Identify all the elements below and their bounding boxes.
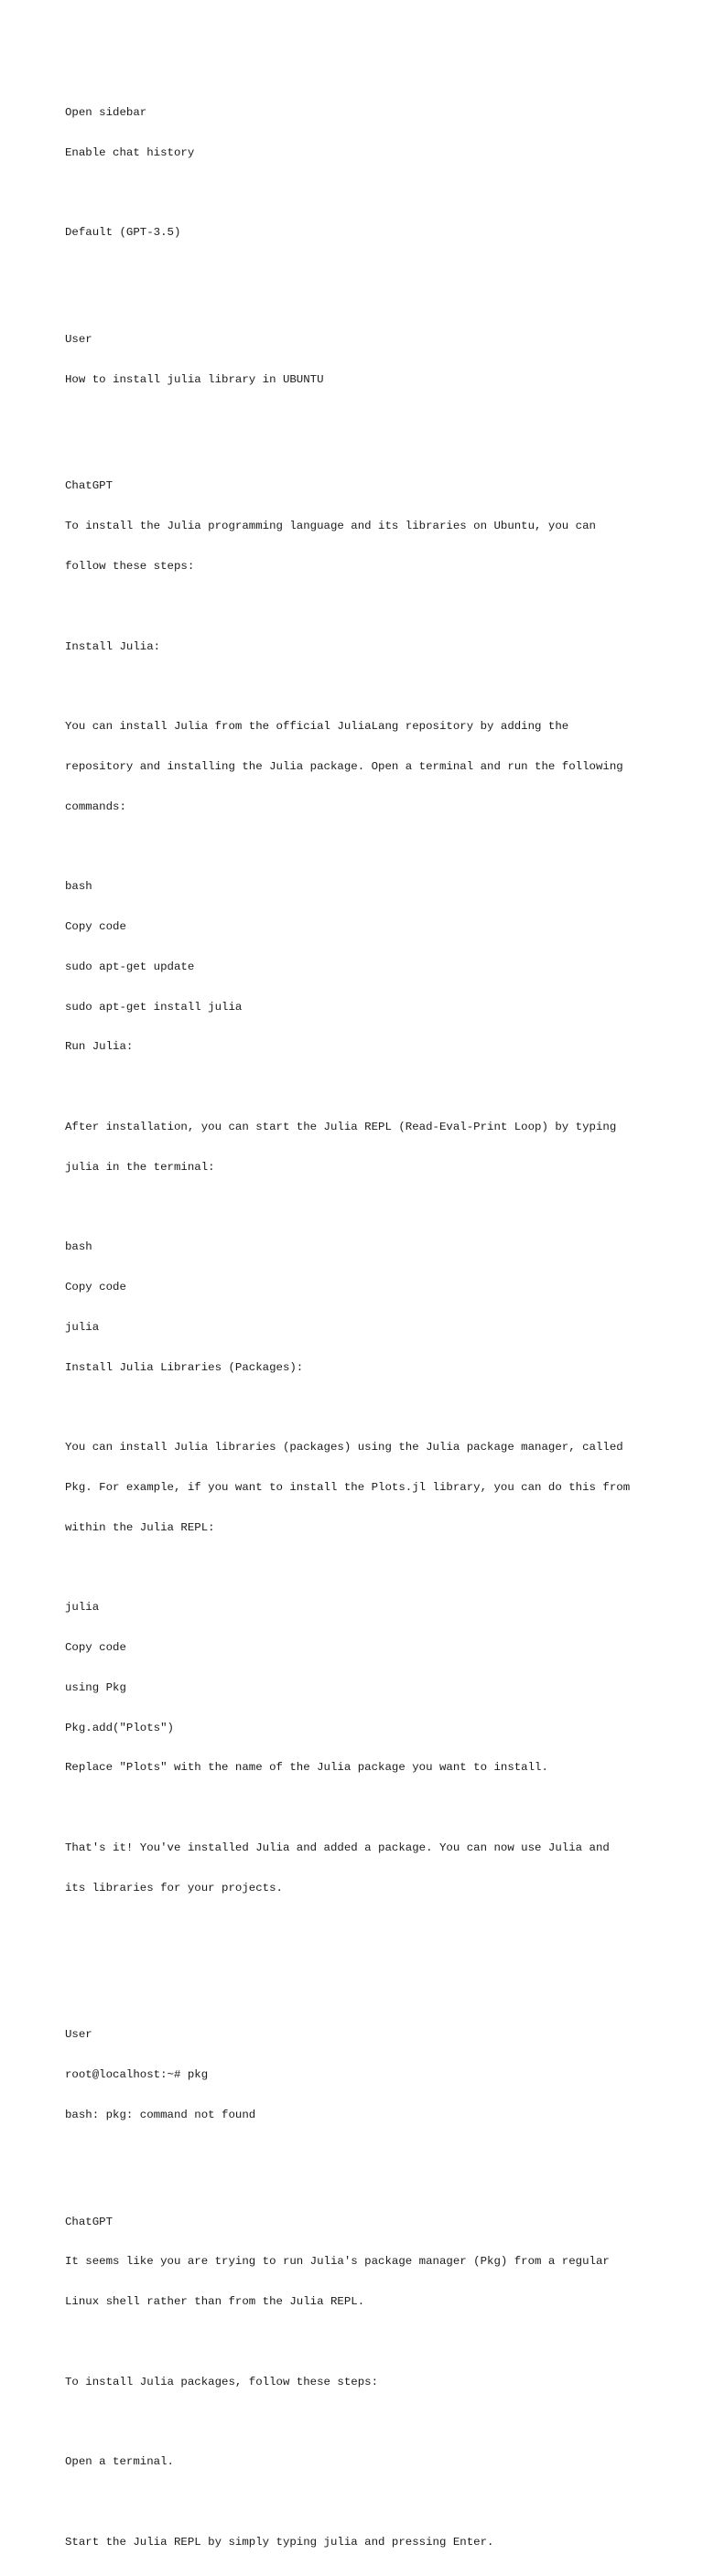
spacer (65, 1961, 651, 1975)
message-role-assistant: ChatGPT (65, 479, 114, 493)
message-role-user: User (65, 332, 92, 346)
step-title: Run Julia: (65, 1040, 134, 1054)
code-line: julia (65, 1320, 100, 1334)
step-line: Open a terminal. (65, 2455, 174, 2469)
message-role-assistant: ChatGPT (65, 2215, 114, 2228)
step-body-line: After installation, you can start the Julia REPL (Read-Eval-Print Loop) by typing (65, 1120, 617, 1133)
spacer (65, 1801, 651, 1815)
copy-code-button[interactable]: Copy code (65, 1281, 126, 1294)
spacer (65, 2149, 651, 2163)
user-message-text: bash: pkg: command not found (65, 2108, 256, 2121)
step-body-line: Pkg. For example, if you want to install the Plots.jl library, you can do this from (65, 1480, 631, 1494)
model-selector[interactable]: Default (GPT-3.5) (65, 226, 181, 240)
conversation-page (65, 66, 651, 2576)
replace-note: Replace "Plots" with the name of the Julia package you want to install. (65, 1761, 548, 1775)
code-block-language: bash (65, 1240, 92, 1254)
user-message-text: How to install julia library in UBUNTU (65, 372, 324, 386)
step-body-line: repository and installing the Julia package. Open a terminal and run the following (65, 759, 623, 773)
code-line: using Pkg (65, 1680, 126, 1694)
copy-code-button[interactable]: Copy code (65, 920, 126, 933)
step-body-line: You can install Julia libraries (packages) using the Julia package manager, called (65, 1441, 623, 1454)
copy-code-button[interactable]: Copy code (65, 1641, 126, 1655)
spacer (65, 600, 651, 614)
assistant-follow-line: To install Julia packages, follow these steps: (65, 2375, 379, 2388)
spacer (65, 266, 651, 280)
step-line: Start the Julia REPL by simply typing julia and pressing Enter. (65, 2535, 494, 2549)
code-line: sudo apt-get install julia (65, 1000, 243, 1014)
user-message-text: root@localhost:~# pkg (65, 2068, 209, 2082)
spacer (65, 840, 651, 853)
step-body-line: You can install Julia from the official JuliaLang repository by adding the (65, 720, 569, 734)
spacer (65, 186, 651, 199)
step-title: Install Julia: (65, 639, 161, 653)
step-body-line: within the Julia REPL: (65, 1520, 215, 1534)
step-body-line: commands: (65, 800, 126, 813)
spacer (65, 1200, 651, 1214)
assistant-intro-line: follow these steps: (65, 559, 195, 573)
closing-line: its libraries for your projects. (65, 1881, 283, 1894)
spacer (65, 1922, 651, 1936)
code-block-language: bash (65, 880, 92, 894)
spacer (65, 1401, 651, 1414)
message-role-user: User (65, 2028, 92, 2042)
code-block-language: julia (65, 1601, 100, 1615)
spacer (65, 1080, 651, 1094)
spacer (65, 1562, 651, 1575)
spacer (65, 2496, 651, 2509)
assistant-intro-line: To install the Julia programming language and its libraries on Ubuntu, you can (65, 520, 596, 533)
step-body-line: julia in the terminal: (65, 1160, 215, 1174)
code-line: Pkg.add("Plots") (65, 1721, 174, 1734)
spacer (65, 2416, 651, 2430)
spacer (65, 413, 651, 426)
step-title: Install Julia Libraries (Packages): (65, 1360, 304, 1374)
closing-line: That's it! You've installed Julia and added a package. You can now use Julia and (65, 1841, 610, 1854)
code-line: sudo apt-get update (65, 960, 195, 973)
spacer (65, 2335, 651, 2349)
spacer (65, 680, 651, 693)
assistant-intro-line: It seems like you are trying to run Julia's package manager (Pkg) from a regular (65, 2255, 610, 2269)
enable-chat-history-link[interactable]: Enable chat history (65, 145, 195, 159)
assistant-intro-line: Linux shell rather than from the Julia REPL. (65, 2295, 365, 2309)
open-sidebar-link[interactable]: Open sidebar (65, 105, 147, 119)
